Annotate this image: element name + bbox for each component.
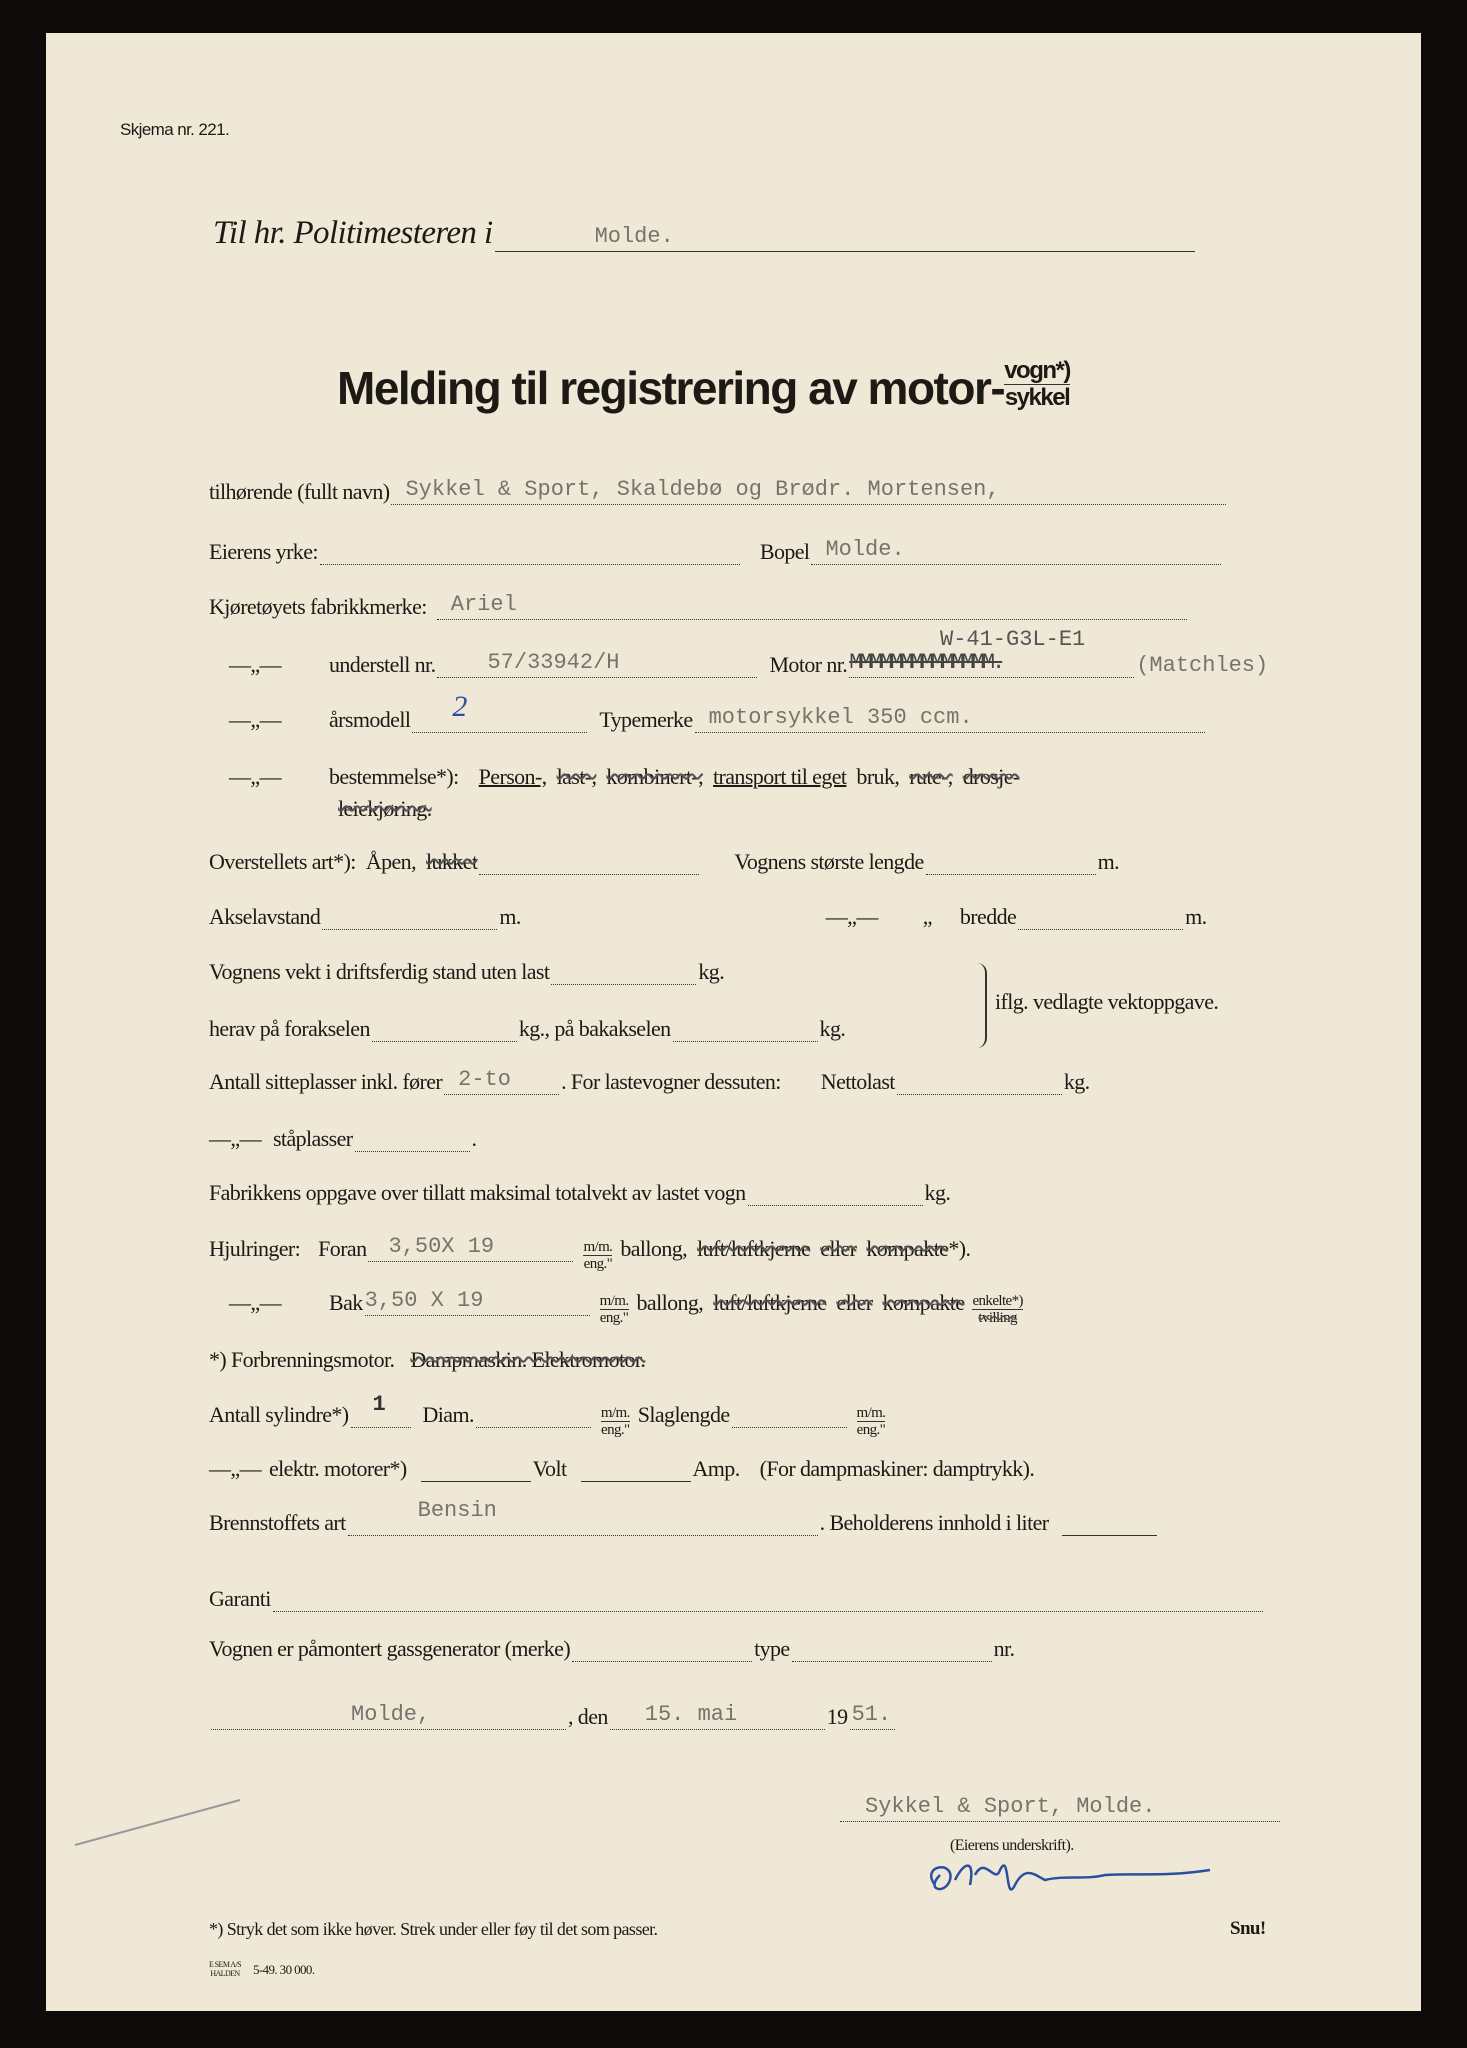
printer-city: HALDEN bbox=[210, 1969, 240, 1978]
purpose-row bbox=[209, 760, 1020, 790]
chassis-value: 57/33942/H bbox=[487, 650, 620, 675]
place-field bbox=[211, 1702, 566, 1730]
ditto-quote: „ bbox=[922, 904, 932, 929]
tyre-type-eller: eller bbox=[836, 1290, 873, 1315]
year-field bbox=[850, 1702, 895, 1730]
printer-name: E SEM A/S bbox=[209, 1960, 241, 1969]
diameter-label: Diam. bbox=[422, 1402, 474, 1427]
unit-mm: m/m. bbox=[583, 1239, 613, 1255]
amp-label: Amp. bbox=[692, 1456, 740, 1481]
tyre-type-luftkjerne: luftkjerne bbox=[746, 1290, 827, 1315]
body-field bbox=[479, 850, 699, 875]
make-value: Ariel bbox=[450, 592, 517, 617]
length-unit: m. bbox=[1097, 849, 1120, 874]
seats-field bbox=[444, 1067, 559, 1095]
trucks-label: . For lastevogner dessuten: bbox=[561, 1069, 781, 1094]
purpose-label: bestemmelse*): bbox=[329, 764, 459, 789]
pencil-mark bbox=[70, 1790, 250, 1850]
tyre-type-luftkjerne: luftkjerne bbox=[730, 1236, 811, 1261]
motor-value-above: W-41-G3L-E1 bbox=[940, 627, 1086, 652]
guarantee-label: Garanti bbox=[209, 1586, 271, 1611]
occupation-label: Eierens yrke: bbox=[209, 539, 318, 564]
cylinders-field bbox=[351, 1392, 411, 1428]
purpose-rute: rute-, bbox=[909, 764, 953, 789]
title-vogn: vogn*) bbox=[1004, 357, 1070, 384]
max-weight-row bbox=[209, 1176, 950, 1206]
motor-suffix: (Matchles) bbox=[1136, 653, 1269, 678]
purpose-last: last-, bbox=[556, 764, 597, 789]
motor-struck-value: MMMMMMMMMMMMMM. bbox=[849, 650, 1003, 675]
tyre-type-kompakte: kompakte bbox=[882, 1290, 965, 1315]
type-field bbox=[695, 705, 1205, 733]
unit-mm: m/m. bbox=[599, 1293, 629, 1309]
gas-type-field bbox=[792, 1637, 992, 1662]
gas-generator-label: Vognen er påmontert gassgenerator (merke) bbox=[209, 1636, 571, 1661]
residence-field bbox=[811, 537, 1221, 565]
front-tyres-label: Foran bbox=[318, 1236, 367, 1261]
ditto-mark: —„— bbox=[825, 904, 878, 929]
ditto-mark: —„— bbox=[229, 707, 281, 732]
seats-row bbox=[209, 1065, 1090, 1095]
tyre-type-eller: eller bbox=[820, 1236, 857, 1261]
form-number: Skjema nr. 221. bbox=[120, 120, 230, 139]
addressee-field bbox=[495, 224, 1195, 252]
steam-pressure-label: (For dampmaskiner: damptrykk). bbox=[759, 1456, 1035, 1481]
owner-row bbox=[209, 475, 1228, 505]
ditto-mark: —„— bbox=[229, 652, 281, 677]
year-value: 51. bbox=[851, 1702, 892, 1727]
engine-steam-electric: Dampmaskin. Elektromotor. bbox=[410, 1347, 646, 1372]
owner-value: Sykkel & Sport, Skaldebø og Brødr. Mortensen, bbox=[405, 477, 1000, 502]
unit-mm: m/m. bbox=[600, 1405, 630, 1421]
payload-field bbox=[897, 1070, 1062, 1095]
type-value: motorsykkel 350 ccm. bbox=[708, 705, 973, 730]
electric-row bbox=[209, 1452, 1034, 1482]
signature-typed: Sykkel & Sport, Molde. bbox=[865, 1794, 1156, 1819]
max-weight-unit: kg. bbox=[924, 1180, 951, 1205]
owner-label: tilhørende (fullt navn) bbox=[209, 479, 390, 504]
turn-over-note: Snu! bbox=[1230, 1918, 1266, 1939]
cylinders-label: Antall sylindre*) bbox=[209, 1402, 349, 1427]
unit-eng: eng." bbox=[856, 1422, 886, 1438]
gas-nr-label: nr. bbox=[993, 1636, 1015, 1661]
purpose-leiekjoring: leiekjøring. bbox=[338, 796, 432, 821]
weight-field bbox=[551, 960, 696, 985]
purpose-person: Person-, bbox=[478, 764, 547, 789]
handwritten-signature bbox=[915, 1845, 1215, 1915]
footnote: *) Stryk det som ikke høver. Strek under eller føy til det som passer. bbox=[209, 1919, 658, 1939]
den-label: , den bbox=[568, 1704, 608, 1729]
fuel-label: Brennstoffets art bbox=[209, 1510, 346, 1535]
date-row bbox=[209, 1700, 897, 1730]
wheelbase-field bbox=[322, 905, 497, 930]
volt-field bbox=[421, 1457, 531, 1482]
ditto-mark: —„— bbox=[209, 1126, 261, 1151]
unit-eng: eng." bbox=[601, 1422, 630, 1438]
rear-axle-label: kg., på bakakselen bbox=[518, 1016, 671, 1041]
model-year-label: årsmodell bbox=[329, 707, 411, 732]
printer-info: 5-49. 30 000. bbox=[252, 1962, 315, 1977]
payload-label: Nettolast bbox=[820, 1069, 895, 1094]
addressee-value: Molde. bbox=[594, 224, 674, 249]
day-value: 15. mai bbox=[644, 1702, 738, 1727]
wheelbase-row bbox=[209, 900, 1207, 930]
standing-label: ståplasser bbox=[272, 1126, 353, 1151]
diameter-field bbox=[476, 1403, 591, 1428]
cylinders-value: 1 bbox=[372, 1392, 386, 1417]
unit-fraction bbox=[600, 1293, 629, 1326]
weight-brace bbox=[975, 963, 987, 1048]
fuel-value: Bensin bbox=[417, 1498, 497, 1523]
axle-weight-row bbox=[209, 1012, 845, 1042]
width-unit: m. bbox=[1185, 904, 1207, 929]
purpose-drosje: drosje- bbox=[962, 764, 1020, 789]
purpose-kombinert: kombinert-, bbox=[606, 764, 704, 789]
chassis-row bbox=[209, 648, 1268, 678]
unit-fraction bbox=[857, 1405, 886, 1438]
amp-field bbox=[581, 1457, 691, 1482]
motor-label: Motor nr. bbox=[769, 652, 848, 677]
electric-label: elektr. motorer*) bbox=[268, 1456, 407, 1481]
weight-note: iflg. vedlagte vektoppgave. bbox=[995, 989, 1219, 1014]
model-year-value: 2 bbox=[452, 690, 467, 723]
width-field bbox=[1018, 905, 1183, 930]
make-label: Kjøretøyets fabrikkmerke: bbox=[209, 594, 427, 619]
seats-value: 2-to bbox=[458, 1067, 511, 1092]
fuel-row bbox=[209, 1498, 1159, 1536]
form-title bbox=[337, 355, 1070, 415]
engine-combustion: *) Forbrenningsmotor. bbox=[209, 1347, 395, 1372]
wheelbase-label: Akselavstand bbox=[209, 904, 321, 929]
chassis-label: understell nr. bbox=[329, 652, 436, 677]
gas-generator-row bbox=[209, 1632, 1014, 1662]
body-closed: lukket bbox=[425, 849, 478, 874]
body-row bbox=[209, 845, 1119, 875]
make-field bbox=[437, 592, 1187, 620]
title-fraction bbox=[1004, 358, 1070, 411]
cylinders-row bbox=[209, 1392, 893, 1438]
volt-label: Volt bbox=[532, 1456, 567, 1481]
fuel-field bbox=[348, 1498, 818, 1536]
tyres-label: Hjulringer: bbox=[209, 1236, 301, 1261]
tyre-twin: tvilling bbox=[978, 1310, 1017, 1326]
front-tyres-row bbox=[209, 1232, 971, 1272]
unit-eng: eng." bbox=[599, 1310, 629, 1326]
title-sykkel: sykkel bbox=[1004, 384, 1070, 411]
tyre-single: enkelte*) bbox=[972, 1293, 1023, 1309]
front-axle-label: herav på forakselen bbox=[209, 1016, 370, 1041]
motor-field bbox=[849, 650, 1134, 678]
title-text: Melding til registrering av motor- bbox=[337, 362, 1005, 414]
occupation-row bbox=[209, 535, 1223, 565]
standing-field bbox=[355, 1127, 470, 1152]
max-weight-field bbox=[748, 1181, 923, 1206]
front-tyres-field bbox=[368, 1234, 573, 1262]
single-twin-fraction bbox=[972, 1293, 1022, 1326]
max-weight-label: Fabrikkens oppgave over tillatt maksimal totalvekt av lastet vogn bbox=[209, 1180, 746, 1205]
printer-imprint bbox=[209, 1960, 314, 1978]
weight-row bbox=[209, 955, 724, 985]
ditto-mark: —„— bbox=[209, 1456, 261, 1481]
rear-tyres-label: Bak bbox=[329, 1290, 363, 1315]
residence-value: Molde. bbox=[825, 537, 905, 562]
stroke-field bbox=[732, 1403, 847, 1428]
model-year-field bbox=[412, 690, 587, 733]
weight-unit: kg. bbox=[698, 959, 725, 984]
owner-field bbox=[391, 477, 1226, 505]
tank-field bbox=[1062, 1511, 1157, 1536]
front-tyres-value: 3,50X 19 bbox=[388, 1234, 495, 1259]
tyre-type-kompakte: kompakte bbox=[866, 1236, 949, 1261]
century-label: 19 bbox=[826, 1704, 848, 1729]
purpose-row-2 bbox=[338, 792, 432, 822]
tyre-type-ballong: ballong, bbox=[620, 1236, 688, 1261]
chassis-field bbox=[437, 650, 757, 678]
front-axle-field bbox=[372, 1017, 517, 1042]
wheelbase-unit: m. bbox=[499, 904, 521, 929]
type-label: Typemerke bbox=[599, 707, 693, 732]
day-field bbox=[610, 1702, 825, 1730]
addressee-label: Til hr. Politimesteren i bbox=[213, 215, 493, 251]
ditto-mark: —„— bbox=[229, 764, 281, 789]
model-year-row bbox=[209, 690, 1207, 733]
width-label: bredde bbox=[959, 904, 1017, 929]
unit-eng: eng." bbox=[583, 1256, 613, 1272]
length-label: Vognens største lengde bbox=[734, 849, 924, 874]
unit-mm: m/m. bbox=[856, 1405, 886, 1421]
unit-fraction bbox=[583, 1239, 612, 1272]
body-open: Åpen, bbox=[365, 849, 416, 874]
guarantee-field bbox=[273, 1587, 1263, 1612]
rear-tyres-row bbox=[209, 1286, 1031, 1326]
make-row bbox=[209, 590, 1189, 620]
guarantee-row bbox=[209, 1582, 1265, 1612]
length-field bbox=[926, 850, 1096, 875]
purpose-transport: transport til eget bbox=[713, 764, 847, 789]
purpose-bruk: bruk, bbox=[856, 764, 900, 789]
ditto-mark: —„— bbox=[229, 1290, 281, 1315]
gas-generator-field bbox=[572, 1637, 752, 1662]
standing-row: —„— ståplasser . bbox=[209, 1126, 477, 1151]
place-value: Molde, bbox=[351, 1702, 431, 1727]
gas-type-label: type bbox=[754, 1636, 790, 1661]
tyre-type-luft: luft/ bbox=[713, 1290, 747, 1315]
tyre-type-luft: luft/ bbox=[697, 1236, 731, 1261]
engine-type-row bbox=[209, 1343, 645, 1373]
weight-label: Vognens vekt i driftsferdig stand uten last bbox=[209, 959, 550, 984]
rear-tyres-field bbox=[364, 1288, 590, 1316]
addressee-row bbox=[213, 215, 1197, 252]
payload-unit: kg. bbox=[1063, 1069, 1090, 1094]
unit-fraction bbox=[601, 1405, 630, 1438]
signature-caption: (Eierens underskrift). bbox=[950, 1837, 1074, 1854]
occupation-field bbox=[320, 540, 740, 565]
rear-tyres-value: 3,50 X 19 bbox=[364, 1288, 484, 1313]
body-label: Overstellets art*): bbox=[209, 849, 356, 874]
residence-label: Bopel bbox=[759, 539, 810, 564]
tyre-type-ballong: ballong, bbox=[636, 1290, 704, 1315]
rear-axle-field bbox=[673, 1017, 818, 1042]
signature-line bbox=[840, 1795, 1280, 1822]
stroke-label: Slaglengde bbox=[637, 1402, 730, 1427]
tyre-footnote-mark: *). bbox=[948, 1236, 971, 1261]
tank-label: . Beholderens innhold i liter bbox=[819, 1510, 1049, 1535]
rear-axle-unit: kg. bbox=[819, 1016, 846, 1041]
seats-label: Antall sitteplasser inkl. fører bbox=[209, 1069, 443, 1094]
